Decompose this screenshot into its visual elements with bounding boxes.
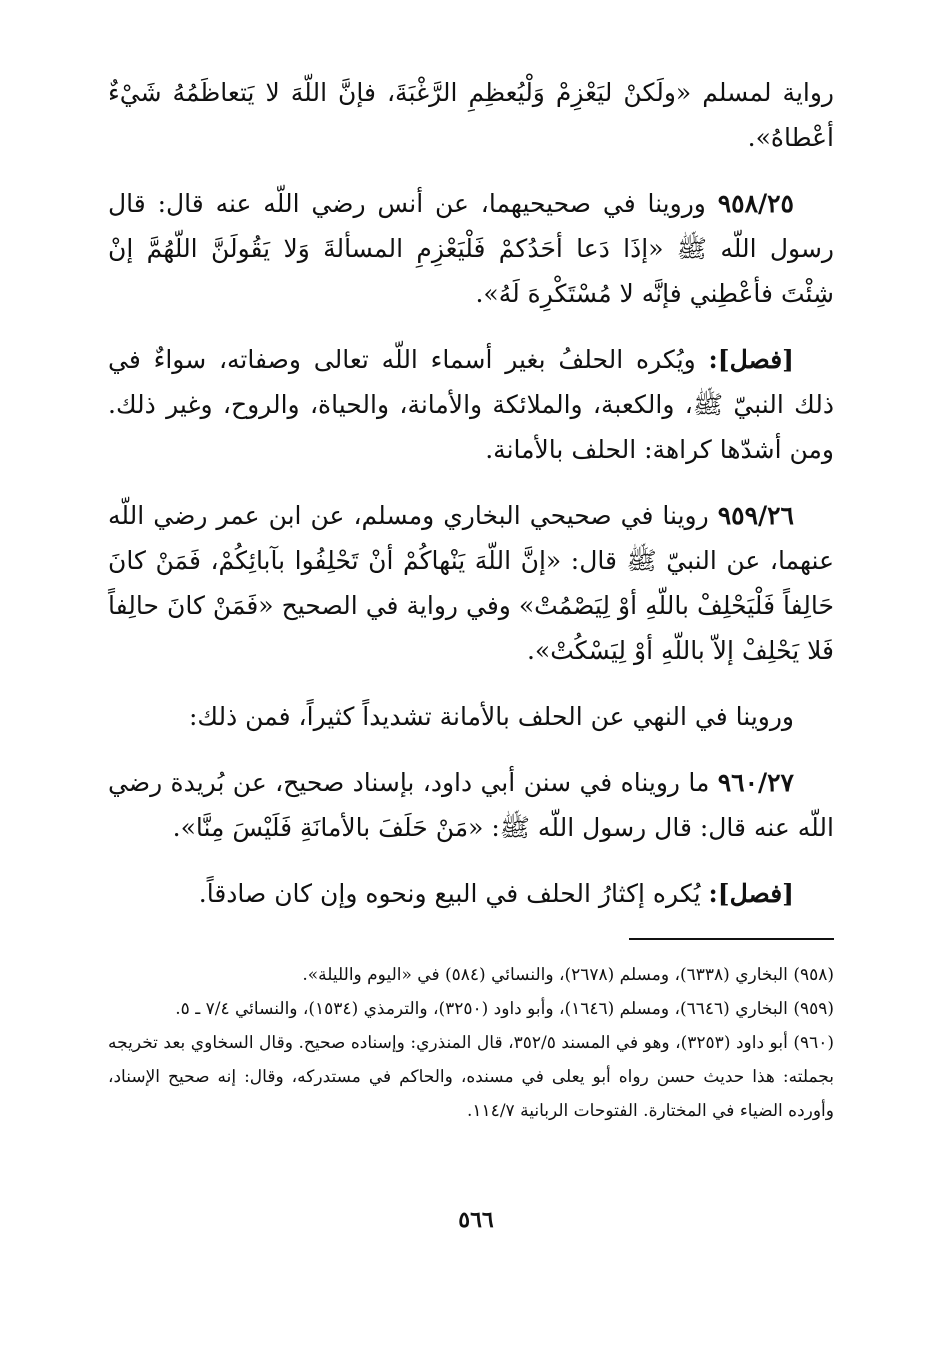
footnote-text: البخاري (٦٣٣٨)، ومسلم (٢٦٧٨)، والنسائي (٥٨٤) في «اليوم والليلة». (302, 965, 788, 985)
footnote-text: البخاري (٦٦٤٦)، ومسلم (١٦٤٦)، وأبو داود (٣٢٥٠)، والترمذي (١٥٣٤)، والنسائي ٧/٤ ـ ٥. (175, 999, 788, 1019)
main-text (108, 70, 834, 916)
footnotes (108, 958, 834, 1128)
hadith-958 (108, 181, 834, 316)
footnote-960 (108, 1026, 834, 1128)
footnote-divider (629, 938, 834, 940)
footnote-ref: (٩٥٨) (793, 965, 834, 985)
paragraph-text: وروينا في صحيحيهما، عن أنس رضي اللّه عنه قال: قال رسول اللّه ﷺ «إذَا دَعا أحَدُكمْ فَلْيَعْزِمِ المسألةَ وَلا يَقُولَنَّ اللّهُمَّ إنْ شِئْتَ فأعْطِني فإنَّه لا مُسْتَكْرِهَ لَهُ». (108, 189, 834, 308)
section-fasl-1 (108, 337, 834, 472)
paragraph-text: وروينا في النهي عن الحلف بالأمانة تشديداً كثيراً، فمن ذلك: (188, 702, 794, 731)
section-fasl-2 (108, 871, 834, 916)
paragraph-text: روينا في صحيحي البخاري ومسلم، عن ابن عمر رضي اللّه عنهما، عن النبيّ ﷺ قال: «إنَّ اللّهَ يَنْهاكُمْ أنْ تَحْلِفُوا بآبائِكُمْ، فَمَنْ كانَ حَالِفاً فَلْيَحْلِفْ باللّهِ أوْ لِيَصْمُتْ» وفي رواية في الصحيح «فَمَنْ كانَ حالِفاً فَلا يَحْلِفْ إلاّ باللّهِ أوْ لِيَسْكُتْ». (108, 501, 834, 665)
hadith-959 (108, 493, 834, 673)
paragraph-intro (108, 694, 834, 739)
paragraph-text: ويُكره الحلفُ بغير أسماء اللّه تعالى وصفاته، سواءٌ في ذلك النبيّ ﷺ، والكعبة، والملائكة والأمانة، والحياة، والروح، وغير ذلك. ومن أشدّها كراهة: الحلف بالأمانة. (108, 345, 834, 464)
hadith-number: ٩٥٨/٢٥ (717, 189, 794, 218)
section-tag: [فصل]: (708, 879, 794, 908)
hadith-960 (108, 760, 834, 850)
section-tag: [فصل]: (708, 345, 794, 374)
paragraph-text: ما رويناه في سنن أبي داود، بإسناد صحيح، عن بُريدة رضي اللّه عنه قال: قال رسول اللّه ﷺ: «مَنْ حَلَفَ بالأمانَةِ فَلَيْسَ مِنَّا». (108, 768, 834, 842)
footnote-959 (108, 992, 834, 1026)
paragraph-continuation (108, 70, 834, 160)
hadith-number: ٩٦٠/٢٧ (717, 768, 794, 797)
paragraph-text: يُكره إكثارُ الحلف في البيع ونحوه وإن كان صادقاً. (198, 879, 701, 908)
footnote-ref: (٩٥٩) (793, 999, 834, 1019)
footnote-text: أبو داود (٣٢٥٣)، وهو في المسند ٣٥٢/٥، قال المنذري: وإسناده صحيح. وقال السخاوي بعد تخريجه بجملته: هذا حديث حسن رواه أبو يعلى في مسنده، والحاكم في مستدركه، وقال: إنه صحيح الإسناد، وأورده الضياء في المختارة. الفتوحات الربانية ١١٤/٧. (108, 1033, 834, 1121)
hadith-number: ٩٥٩/٢٦ (717, 501, 794, 530)
footnote-ref: (٩٦٠) (793, 1033, 835, 1053)
page-number: ٥٦٦ (458, 1207, 494, 1233)
paragraph-text: رواية لمسلم «ولَكنْ ليَعْزِمْ وَلْيُعظِمِ الرَّغْبَةَ، فإنَّ اللّهَ لا يَتعاظَمُهُ شَيْءٌ أعْطاهُ». (108, 78, 834, 152)
footnote-958 (108, 958, 834, 992)
